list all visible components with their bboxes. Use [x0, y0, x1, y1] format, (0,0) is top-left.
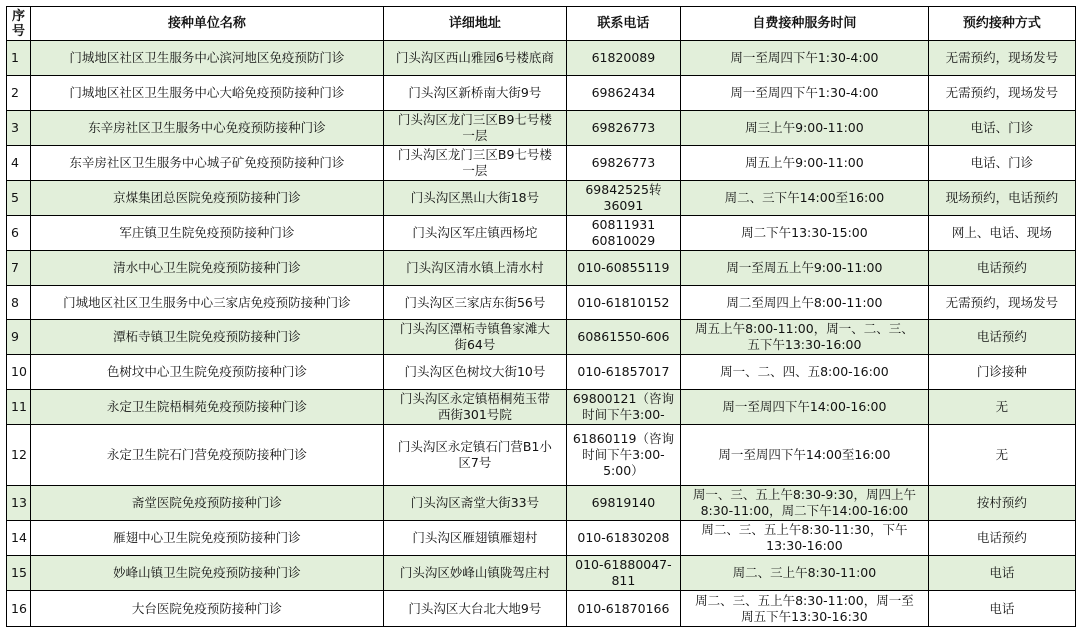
cell-phone-line: 时间下午3:00-	[582, 447, 665, 462]
cell-address	[383, 591, 566, 627]
cell-name: 永定卫生院石门营免疫预防接种门诊	[30, 425, 383, 486]
cell-address-line: 门头沟区斋堂大街33号	[410, 495, 540, 510]
cell-hours-line: 周二、三、五上午8:30-11:00，周一至	[695, 592, 914, 608]
cell-phone	[566, 111, 680, 146]
header-hours: 自费接种服务时间	[680, 7, 928, 41]
header-seq-label: 序号	[11, 8, 25, 39]
cell-name: 潭柘寺镇卫生院免疫预防接种门诊	[30, 320, 383, 355]
cell-name: 东辛房社区卫生服务中心城子矿免疫预防接种门诊	[30, 146, 383, 181]
cell-hours-line: 周一、二、四、五8:00-16:00	[720, 364, 889, 379]
cell-phone-line: 60810029	[591, 233, 656, 248]
cell-phone	[566, 320, 680, 355]
cell-name: 雁翅中心卫生院免疫预防接种门诊	[30, 521, 383, 556]
table-row	[7, 425, 1076, 486]
cell-name: 门城地区社区卫生服务中心三家店免疫预防接种门诊	[30, 286, 383, 320]
cell-address	[383, 146, 566, 181]
table-row	[7, 591, 1076, 627]
cell-method: 电话	[928, 591, 1075, 627]
cell-hours	[680, 76, 928, 111]
cell-name: 清水中心卫生院免疫预防接种门诊	[30, 251, 383, 286]
vaccination-sites-table	[6, 6, 1076, 627]
cell-seq: 7	[7, 251, 31, 286]
cell-hours	[680, 251, 928, 286]
cell-phone-line: 60861550-606	[577, 329, 670, 344]
header-phone: 联系电话	[566, 7, 680, 41]
cell-hours	[680, 216, 928, 251]
cell-address	[383, 216, 566, 251]
cell-phone	[566, 556, 680, 591]
cell-address	[383, 41, 566, 76]
cell-hours-line: 周一、三、五上午8:30-9:30，周四上午	[692, 487, 916, 502]
cell-address	[383, 486, 566, 521]
cell-address-line: 门头沟区永定镇石门营B1小	[397, 439, 552, 454]
cell-hours	[680, 146, 928, 181]
cell-address-line: 门头沟区妙峰山镇陇驾庄村	[399, 565, 550, 580]
table-row	[7, 556, 1076, 591]
cell-hours	[680, 41, 928, 76]
cell-phone-line: 69826773	[591, 155, 656, 170]
cell-address-line: 门头沟区潭柘寺镇鲁家滩大	[399, 321, 550, 336]
cell-phone-line: 60811931	[591, 217, 656, 232]
cell-method: 按村预约	[928, 486, 1075, 521]
cell-method: 无	[928, 390, 1075, 425]
cell-address	[383, 111, 566, 146]
cell-name: 京煤集团总医院免疫预防接种门诊	[30, 181, 383, 216]
table-row	[7, 390, 1076, 425]
cell-name: 永定卫生院梧桐苑免疫预防接种门诊	[30, 390, 383, 425]
cell-method: 无需预约，现场发号	[928, 76, 1075, 111]
cell-name: 军庄镇卫生院免疫预防接种门诊	[30, 216, 383, 251]
table-row	[7, 355, 1076, 390]
cell-address-line: 门头沟区龙门三区B9七号楼	[397, 147, 552, 162]
cell-method: 电话、门诊	[928, 146, 1075, 181]
cell-hours	[680, 390, 928, 425]
cell-phone-line: 5:00）	[603, 463, 644, 478]
cell-name: 妙峰山镇卫生院免疫预防接种门诊	[30, 556, 383, 591]
cell-hours	[680, 556, 928, 591]
table-row	[7, 486, 1076, 521]
cell-seq: 3	[7, 111, 31, 146]
cell-phone-line: 811	[611, 573, 636, 588]
cell-seq: 11	[7, 390, 31, 425]
cell-seq: 6	[7, 216, 31, 251]
cell-seq: 12	[7, 425, 31, 486]
cell-address	[383, 425, 566, 486]
cell-phone-line: 010-60855119	[577, 260, 670, 275]
cell-method: 门诊接种	[928, 355, 1075, 390]
cell-address	[383, 286, 566, 320]
cell-address-line: 门头沟区大台北大地9号	[408, 600, 542, 616]
cell-address-line: 门头沟区龙门三区B9七号楼	[397, 112, 552, 127]
table-row	[7, 320, 1076, 355]
cell-seq: 10	[7, 355, 31, 390]
cell-phone-line: 69819140	[591, 495, 656, 510]
cell-seq: 8	[7, 286, 31, 320]
cell-hours-line: 周二下午13:30-15:00	[741, 225, 868, 240]
cell-phone	[566, 146, 680, 181]
cell-address-line: 门头沟区雁翅镇雁翅村	[412, 530, 538, 545]
cell-address-line: 门头沟区新桥南大街9号	[408, 85, 542, 100]
cell-phone	[566, 286, 680, 320]
cell-address-line: 门头沟区黑山大街18号	[410, 190, 540, 205]
cell-phone-line: 69862434	[591, 85, 656, 100]
cell-phone	[566, 486, 680, 521]
cell-phone-line: 010-61830208	[577, 530, 670, 545]
cell-address-line: 门头沟区永定镇梧桐苑玉带	[399, 391, 550, 406]
cell-method: 电话	[928, 556, 1075, 591]
cell-seq: 9	[7, 320, 31, 355]
cell-hours-line: 8:30-11:00，周二下午14:00-16:00	[700, 503, 909, 518]
header-method: 预约接种方式	[928, 7, 1075, 41]
cell-address-line: 区7号	[458, 455, 492, 470]
cell-phone	[566, 355, 680, 390]
cell-phone-line: 010-61810152	[577, 294, 670, 310]
table-row	[7, 146, 1076, 181]
table-row	[7, 251, 1076, 286]
cell-address	[383, 181, 566, 216]
cell-phone	[566, 521, 680, 556]
cell-hours	[680, 355, 928, 390]
cell-phone-line: 61860119（咨询	[572, 431, 674, 446]
cell-method: 电话、门诊	[928, 111, 1075, 146]
cell-address-line: 门头沟区色树坟大街10号	[404, 364, 546, 379]
table-row	[7, 286, 1076, 320]
cell-seq: 13	[7, 486, 31, 521]
cell-address	[383, 251, 566, 286]
cell-seq: 5	[7, 181, 31, 216]
cell-hours	[680, 320, 928, 355]
cell-hours	[680, 521, 928, 556]
cell-method: 现场预约，电话预约	[928, 181, 1075, 216]
header-address: 详细地址	[383, 7, 566, 41]
cell-seq: 14	[7, 521, 31, 556]
header-row	[7, 7, 1076, 41]
cell-phone	[566, 76, 680, 111]
cell-hours	[680, 591, 928, 627]
cell-hours-line: 周一至周五上午9:00-11:00	[726, 260, 883, 275]
cell-method: 无	[928, 425, 1075, 486]
cell-method: 无需预约，现场发号	[928, 286, 1075, 320]
header-name: 接种单位名称	[30, 7, 383, 41]
cell-address-line: 一层	[462, 163, 488, 178]
cell-name: 大台医院免疫预防接种门诊	[30, 591, 383, 627]
cell-hours	[680, 425, 928, 486]
cell-hours	[680, 286, 928, 320]
cell-address	[383, 76, 566, 111]
cell-phone	[566, 390, 680, 425]
cell-phone-line: 69842525转36091	[585, 182, 662, 213]
cell-seq: 4	[7, 146, 31, 181]
cell-name: 门城地区社区卫生服务中心滨河地区免疫预防门诊	[30, 41, 383, 76]
cell-address	[383, 320, 566, 355]
cell-address-line: 门头沟区三家店东街56号	[404, 294, 546, 310]
cell-seq: 15	[7, 556, 31, 591]
cell-hours-line: 周五下午13:30-16:30	[741, 608, 868, 624]
table-row	[7, 216, 1076, 251]
cell-hours-line: 周一至周四下午14:00-16:00	[722, 399, 887, 414]
cell-address-line: 西街301号院	[437, 407, 512, 422]
cell-hours-line: 周一至周四下午1:30-4:00	[730, 50, 879, 65]
cell-phone	[566, 181, 680, 216]
table-row	[7, 76, 1076, 111]
table-body	[7, 41, 1076, 627]
cell-seq: 1	[7, 41, 31, 76]
cell-phone-line: 69826773	[591, 120, 656, 135]
cell-method: 网上、电话、现场	[928, 216, 1075, 251]
cell-name: 斋堂医院免疫预防接种门诊	[30, 486, 383, 521]
table-container	[6, 6, 1076, 627]
cell-hours-line: 周三上午9:00-11:00	[745, 120, 864, 135]
cell-address-line: 门头沟区军庄镇西杨坨	[412, 225, 538, 240]
cell-method: 电话预约	[928, 251, 1075, 286]
cell-hours-line: 周二、三、五上午8:30-11:30，下午	[701, 522, 908, 537]
cell-phone-line: 010-61880047-	[575, 557, 672, 572]
cell-address	[383, 355, 566, 390]
cell-address	[383, 521, 566, 556]
cell-hours-line: 周二、三上午8:30-11:00	[732, 565, 877, 580]
table-row	[7, 111, 1076, 146]
cell-phone	[566, 425, 680, 486]
cell-name: 色树坟中心卫生院免疫预防接种门诊	[30, 355, 383, 390]
cell-hours-line: 周二至周四上午8:00-11:00	[726, 294, 883, 310]
cell-phone	[566, 591, 680, 627]
cell-hours-line: 周一至周四下午1:30-4:00	[730, 85, 879, 100]
cell-address-line: 门头沟区清水镇上清水村	[406, 260, 544, 275]
cell-name: 门城地区社区卫生服务中心大峪免疫预防接种门诊	[30, 76, 383, 111]
cell-hours	[680, 111, 928, 146]
cell-hours-line: 13:30-16:00	[766, 538, 843, 553]
cell-address-line: 一层	[462, 128, 488, 143]
cell-seq: 16	[7, 591, 31, 627]
cell-hours	[680, 181, 928, 216]
cell-hours-line: 周五上午8:00-11:00，周一、二、三、	[695, 321, 914, 336]
cell-phone-line: 69800121（咨询	[572, 391, 674, 406]
cell-seq: 2	[7, 76, 31, 111]
cell-phone-line: 61820089	[591, 50, 656, 65]
cell-address	[383, 556, 566, 591]
cell-address-line: 街64号	[454, 337, 496, 352]
cell-method: 电话预约	[928, 320, 1075, 355]
header-seq	[7, 7, 31, 41]
cell-hours-line: 周五上午9:00-11:00	[745, 155, 864, 170]
cell-address	[383, 390, 566, 425]
cell-method: 无需预约，现场发号	[928, 41, 1075, 76]
cell-phone-line: 010-61857017	[577, 364, 670, 379]
table-row	[7, 521, 1076, 556]
table-row	[7, 181, 1076, 216]
cell-phone	[566, 216, 680, 251]
table-row	[7, 41, 1076, 76]
cell-hours-line: 周二、三下午14:00至16:00	[724, 190, 885, 205]
cell-name: 东辛房社区卫生服务中心免疫预防接种门诊	[30, 111, 383, 146]
cell-method: 电话预约	[928, 521, 1075, 556]
cell-hours-line: 周一至周四下午14:00至16:00	[718, 447, 891, 462]
cell-hours	[680, 486, 928, 521]
cell-address-line: 门头沟区西山雅园6号楼底商	[395, 50, 554, 65]
cell-phone-line: 时间下午3:00-	[582, 407, 665, 422]
cell-phone	[566, 251, 680, 286]
cell-phone	[566, 41, 680, 76]
cell-hours-line: 五下午13:30-16:00	[747, 337, 862, 352]
cell-phone-line: 010-61870166	[577, 600, 670, 616]
